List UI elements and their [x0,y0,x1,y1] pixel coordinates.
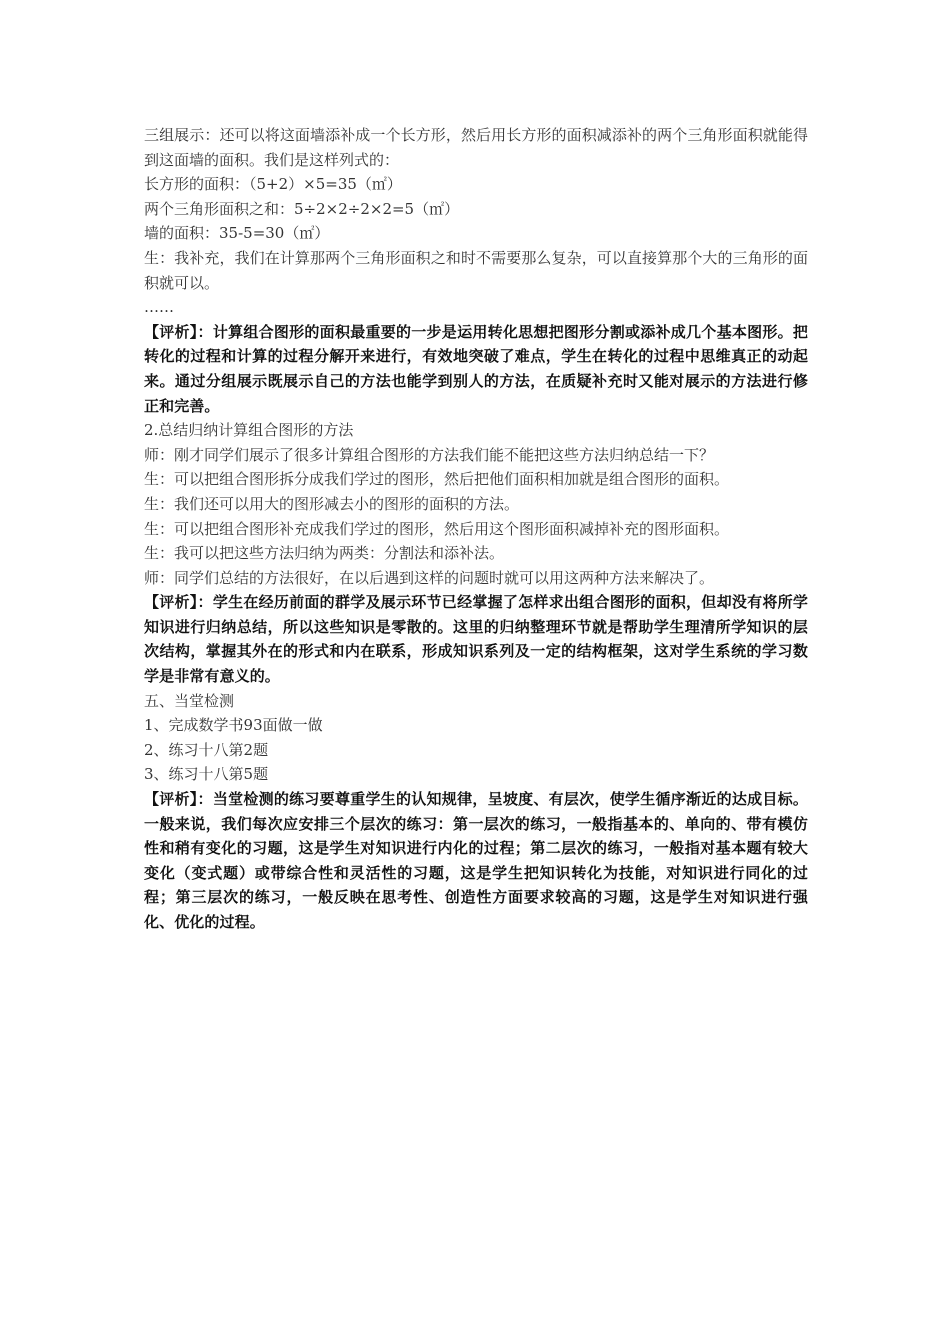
paragraph-wall-area: 墙的面积：35-5=30（㎡） [144,224,330,243]
paragraph-rectangle-area: 长方形的面积：（5+2）×5=35（㎡） [144,175,402,194]
paragraph-student-supplement: 生：我补充，我们在计算那两个三角形面积之和时不需要那么复杂，可以直接算那个大的三角形的面积就可以。 [144,248,808,292]
paragraph-commentary-1: 【评析】：计算组合图形的面积最重要的一步是运用转化思想把图形分割或添补成几个基本图形。把转化的过程和计算的过程分解开来进行，有效地突破了难点，学生在转化的过程中思维真正的动起来。通过分组展示既展示自己的方法也能学到别人的方法，在质疑补充时又能对展示的方法进行修正和完善。 [144,322,808,415]
paragraph-triangles-area-sum: 两个三角形面积之和：5÷2×2÷2×2=5（㎡） [144,199,460,218]
paragraph-teacher-question: 师：刚才同学们展示了很多计算组合图形的方法我们能不能把这些方法归纳总结一下？ [144,445,715,464]
paragraph-group3-presentation: 三组展示：还可以将这面墙添补成一个长方形，然后用长方形的面积减添补的两个三角形面积就能得到这面墙的面积。我们是这样列式的： [144,126,808,169]
paragraph-student-answer-2: 生：我们还可以用大的图形减去小的图形的面积的方法。 [144,494,520,513]
paragraph-teacher-conclusion: 师：同学们总结的方法很好，在以后遇到这样的问题时就可以用这两种方法来解决了。 [144,568,715,587]
paragraph-exercise-2: 2、练习十八第2题 [144,740,269,759]
document-body [144,123,808,935]
paragraph-exercise-3: 3、练习十八第5题 [144,765,269,784]
paragraph-student-answer-3: 生：可以把组合图形补充成我们学过的图形，然后用这个图形面积减掉补充的图形面积。 [144,519,730,538]
paragraph-student-answer-1: 生：可以把组合图形拆分成我们学过的图形，然后把他们面积相加就是组合图形的面积。 [144,470,730,489]
paragraph-section-summary-heading: 2.总结归纳计算组合图形的方法 [144,421,354,440]
paragraph-student-answer-4: 生：我可以把这些方法归纳为两类：分割法和添补法。 [144,544,505,563]
paragraph-exercise-1: 1、完成数学书93面做一做 [144,716,323,735]
paragraph-commentary-2: 【评析】：学生在经历前面的群学及展示环节已经掌握了怎样求出组合图形的面积，但却没有将所学知识进行归纳总结，所以这些知识是零散的。这里的归纳整理环节就是帮助学生理清所学知识的层次结构，掌握其外在的形式和内在联系，形成知识系列及一定的结构框架，这对学生系统的学习数学是非常有意义的。 [144,593,808,686]
paragraph-commentary-3: 【评析】：当堂检测的练习要尊重学生的认知规律，呈坡度、有层次，使学生循序渐近的达成目标。一般来说，我们每次应安排三个层次的练习：第一层次的练习，一般指基本的、单向的、带有模仿性和稍有变化的习题，这是学生对知识进行内化的过程；第二层次的练习，一般指对基本题有较大变化（变式题）或带综合性和灵活性的习题，这是学生把知识转化为技能，对知识进行同化的过程；第三层次的练习，一般反映在思考性、创造性方面要求较高的习题，这是学生对知识进行强化、优化的过程。 [144,790,808,931]
paragraph-section-five-heading: 五、当堂检测 [144,691,235,710]
paragraph-ellipsis: …… [144,298,174,317]
